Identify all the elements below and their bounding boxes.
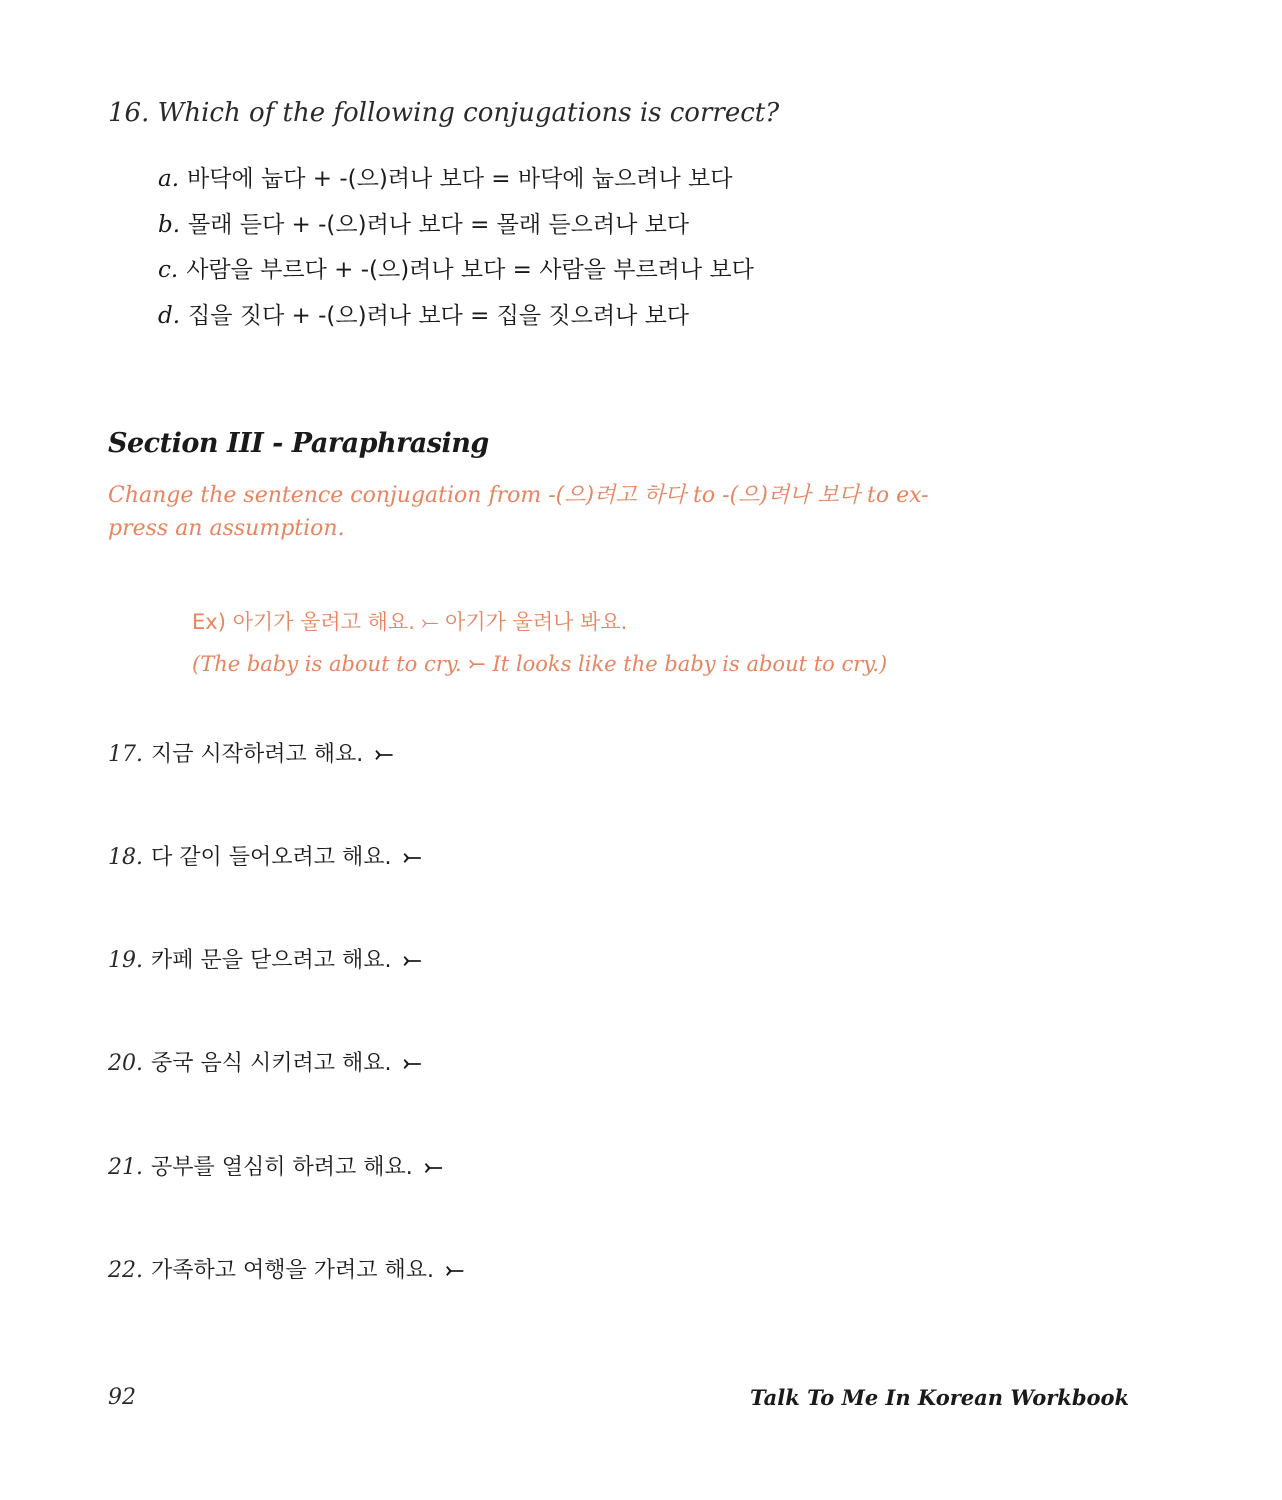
arrow-icon: ⤚	[375, 742, 393, 767]
page-number: 92	[108, 1385, 136, 1410]
arrow-icon: ⤚	[403, 948, 422, 973]
option-label: c.	[158, 257, 179, 283]
item-number: 20.	[108, 1051, 143, 1076]
exercise-item-21	[108, 1150, 442, 1181]
item-text: 다 같이 들어오려고 해요.	[151, 845, 392, 870]
exercise-item-19	[108, 943, 421, 974]
question-16-prompt: 16. Which of the following conjugations is correct?	[108, 98, 780, 128]
exercise-item-22	[108, 1253, 464, 1284]
option-text: 바닥에 눕다 + -(으)려나 보다 = 바닥에 눕으려나 보다	[187, 166, 733, 192]
exercise-item-18	[108, 840, 421, 871]
option-c	[158, 251, 754, 284]
item-number: 22.	[108, 1258, 143, 1283]
item-number: 18.	[108, 845, 143, 870]
section-title: Section III - Paraphrasing	[108, 428, 489, 459]
example-korean: Ex) 아기가 울려고 해요. ⤚ 아기가 울려나 봐요.	[192, 610, 628, 634]
option-text: 몰래 듣다 + -(으)려나 보다 = 몰래 듣으려나 보다	[188, 212, 690, 238]
option-d	[158, 297, 689, 330]
option-text: 집을 짓다 + -(으)려나 보다 = 집을 짓으려나 보다	[188, 303, 690, 329]
option-label: a.	[158, 166, 180, 192]
arrow-icon: ⤚	[446, 1258, 464, 1283]
option-a	[158, 160, 732, 193]
item-text: 지금 시작하려고 해요.	[151, 742, 364, 767]
item-text: 카페 문을 닫으려고 해요.	[151, 948, 392, 973]
book-title-footer: Talk To Me In Korean Workbook	[750, 1385, 1130, 1410]
exercise-item-20	[108, 1046, 421, 1077]
option-label: b.	[158, 212, 181, 238]
option-b	[158, 206, 689, 239]
arrow-icon: ⤚	[403, 1051, 422, 1076]
arrow-icon: ⤚	[424, 1155, 443, 1180]
item-number: 21.	[108, 1155, 143, 1180]
option-text: 사람을 부르다 + -(으)려나 보다 = 사람을 부르려나 보다	[186, 257, 754, 283]
section-instruction-line-2: press an assumption.	[108, 516, 345, 541]
item-text: 가족하고 여행을 가려고 해요.	[151, 1258, 434, 1283]
item-number: 19.	[108, 948, 143, 973]
section-instruction-line-1: Change the sentence conjugation from -(으)려고 하다 to -(으)려나 보다 to ex-	[108, 483, 929, 508]
option-label: d.	[158, 303, 181, 329]
item-text: 공부를 열심히 하려고 해요.	[151, 1155, 413, 1180]
item-text: 중국 음식 시키려고 해요.	[151, 1051, 392, 1076]
example-english: (The baby is about to cry. ⤚ It looks like the baby is about to cry.)	[192, 652, 888, 676]
exercise-item-17	[108, 737, 393, 768]
arrow-icon: ⤚	[403, 845, 422, 870]
item-number: 17.	[108, 742, 143, 767]
